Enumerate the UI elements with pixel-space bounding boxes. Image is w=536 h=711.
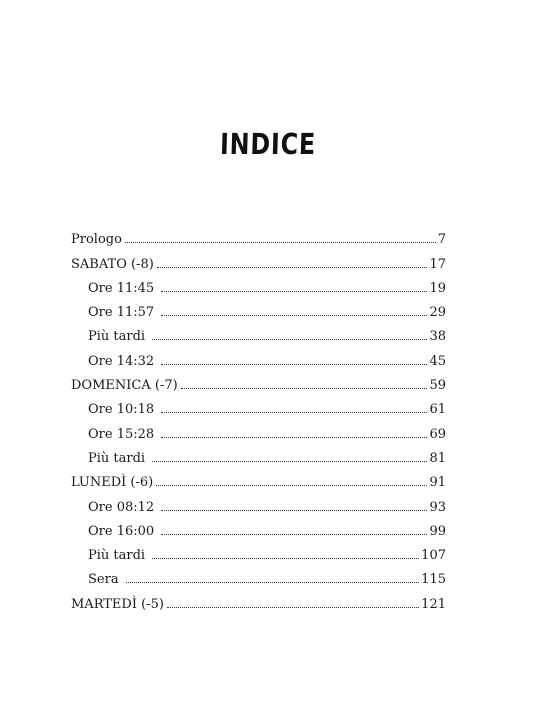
toc-entry-page-number: 7 xyxy=(437,232,446,248)
dot-leader xyxy=(126,582,420,583)
toc-entry-label: Sera xyxy=(88,572,119,588)
toc-entry-page-number: 17 xyxy=(429,256,446,272)
toc-entry-label: Più tardi xyxy=(88,329,146,345)
dot-leader xyxy=(161,437,427,438)
page-title: INDICE xyxy=(219,127,317,161)
toc-entry xyxy=(71,249,446,273)
toc-entry-label: Ore 14:32 xyxy=(88,353,155,369)
toc-entry xyxy=(71,322,446,346)
toc-entry-label: Ore 10:18 xyxy=(88,402,155,418)
toc-entry xyxy=(71,589,446,613)
toc-entry-page-number: 38 xyxy=(429,329,446,345)
toc-entry xyxy=(71,395,446,419)
dot-leader xyxy=(161,364,427,365)
toc-entry-label: Più tardi xyxy=(88,450,146,466)
dot-leader xyxy=(157,267,428,268)
toc-entry-label: SABATO (-8) xyxy=(71,256,154,272)
toc-entry-page-number: 69 xyxy=(429,426,446,442)
toc-entry-page-number: 121 xyxy=(421,596,446,612)
dot-leader xyxy=(161,315,427,316)
toc-entry-page-number: 45 xyxy=(429,353,446,369)
table-of-contents xyxy=(71,225,446,614)
toc-entry-page-number: 115 xyxy=(421,572,446,588)
toc-entry-label: MARTEDÌ (-5) xyxy=(71,596,164,612)
toc-entry-label: Ore 11:45 xyxy=(88,280,155,296)
toc-entry-page-number: 93 xyxy=(429,499,446,515)
toc-entry-label: Ore 11:57 xyxy=(88,305,155,321)
dot-leader xyxy=(156,485,427,486)
toc-entry xyxy=(71,541,446,565)
toc-entry-label: LUNEDÌ (-6) xyxy=(71,475,154,491)
toc-entry xyxy=(71,225,446,249)
toc-entry-label: Più tardi xyxy=(88,548,146,564)
toc-entry-page-number: 19 xyxy=(429,280,446,296)
toc-entry-label: Prologo xyxy=(71,232,122,248)
toc-entry xyxy=(71,492,446,516)
toc-entry xyxy=(71,419,446,443)
toc-entry xyxy=(71,517,446,541)
toc-entry-page-number: 91 xyxy=(429,475,446,491)
dot-leader xyxy=(161,534,427,535)
toc-entry xyxy=(71,444,446,468)
dot-leader xyxy=(161,291,427,292)
toc-entry-page-number: 107 xyxy=(421,548,446,564)
dot-leader xyxy=(161,510,427,511)
dot-leader xyxy=(125,242,436,243)
toc-entry-page-number: 99 xyxy=(429,523,446,539)
toc-entry-page-number: 29 xyxy=(429,305,446,321)
dot-leader xyxy=(167,607,419,608)
toc-entry-page-number: 59 xyxy=(429,378,446,394)
toc-entry xyxy=(71,565,446,589)
toc-entry xyxy=(71,371,446,395)
toc-entry-label: Ore 08:12 xyxy=(88,499,155,515)
toc-entry xyxy=(71,468,446,492)
dot-leader xyxy=(152,558,419,559)
dot-leader xyxy=(161,412,427,413)
toc-entry-page-number: 81 xyxy=(429,450,446,466)
dot-leader xyxy=(152,461,427,462)
dot-leader xyxy=(152,339,427,340)
toc-entry-page-number: 61 xyxy=(429,402,446,418)
toc-entry-label: Ore 16:00 xyxy=(88,523,155,539)
dot-leader xyxy=(181,388,428,389)
toc-entry xyxy=(71,346,446,370)
toc-entry xyxy=(71,274,446,298)
toc-entry xyxy=(71,298,446,322)
toc-entry-label: Ore 15:28 xyxy=(88,426,155,442)
toc-entry-label: DOMENICA (-7) xyxy=(71,378,178,394)
